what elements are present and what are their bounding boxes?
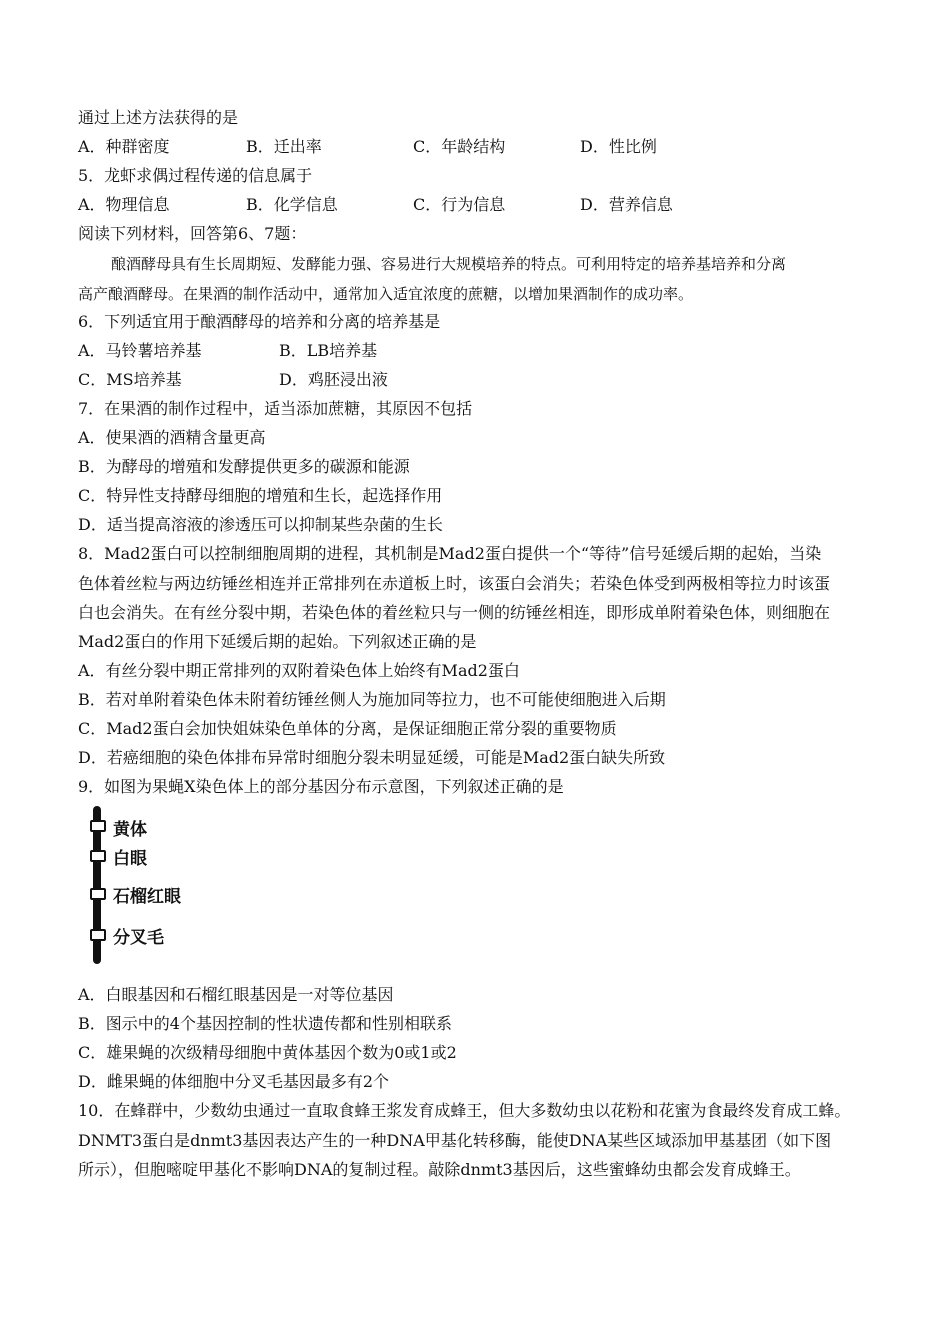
q8-option-c[interactable]: C．Mad2蛋白会加快姐妹染色单体的分离，是保证细胞正常分裂的重要物质 xyxy=(78,719,617,738)
q5-option-b[interactable]: B．化学信息 xyxy=(246,195,338,214)
q9-option-b[interactable]: B．图示中的4个基因控制的性状遗传都和性别相联系 xyxy=(78,1014,452,1033)
q8-stem-line-2: 色体着丝粒与两边纺锤丝相连并正常排列在赤道板上时，该蛋白会消失；若染色体受到两极相等拉力时该蛋 xyxy=(78,574,831,593)
q4-option-b[interactable]: B．迁出率 xyxy=(246,137,322,156)
q7-option-c[interactable]: C．特异性支持酵母细胞的增殖和生长，起选择作用 xyxy=(78,486,443,505)
q9-option-c[interactable]: C．雄果蝇的次级精母细胞中黄体基因个数为0或1或2 xyxy=(78,1043,457,1062)
q4-option-d[interactable]: D．性比例 xyxy=(580,137,657,156)
q6-option-d[interactable]: D．鸡胚浸出液 xyxy=(279,370,388,389)
q8-option-a[interactable]: A．有丝分裂中期正常排列的双附着染色体上始终有Mad2蛋白 xyxy=(78,661,520,680)
q5-option-c[interactable]: C．行为信息 xyxy=(413,195,506,214)
q9-stem: 9．如图为果蝇X染色体上的部分基因分布示意图，下列叙述正确的是 xyxy=(78,777,564,796)
material-intro: 阅读下列材料，回答第6、7题： xyxy=(78,224,307,243)
gene-locus-marker xyxy=(90,888,106,900)
gene-locus-marker xyxy=(90,850,106,862)
q8-stem-line-4: Mad2蛋白的作用下延缓后期的起始。下列叙述正确的是 xyxy=(78,632,477,651)
gene-label-forked-bristle: 分叉毛 xyxy=(113,928,164,948)
q8-option-b[interactable]: B．若对单附着染色体未附着纺锤丝侧人为施加同等拉力，也不可能使细胞进入后期 xyxy=(78,690,666,709)
q6-stem: 6．下列适宜用于酿酒酵母的培养和分离的培养基是 xyxy=(78,312,441,331)
q7-option-d[interactable]: D．适当提高溶液的渗透压可以抑制某些杂菌的生长 xyxy=(78,515,443,534)
q5-option-d[interactable]: D．营养信息 xyxy=(580,195,673,214)
q10-stem-line-1: 10．在蜂群中，少数幼虫通过一直取食蜂王浆发育成蜂王，但大多数幼虫以花粉和花蜜为食最终发育成工蜂。 xyxy=(78,1101,851,1120)
q7-stem: 7．在果酒的制作过程中，适当添加蔗糖，其原因不包括 xyxy=(78,399,473,418)
q5-option-a[interactable]: A．物理信息 xyxy=(78,195,170,214)
q5-stem: 5．龙虾求偶过程传递的信息属于 xyxy=(78,166,313,185)
q6-option-b[interactable]: B．LB培养基 xyxy=(279,341,378,360)
gene-label-yellow-body: 黄体 xyxy=(113,820,147,840)
q9-option-a[interactable]: A．白眼基因和石榴红眼基因是一对等位基因 xyxy=(78,985,394,1004)
q7-option-a[interactable]: A．使果酒的酒精含量更高 xyxy=(78,428,266,447)
gene-label-white-eye: 白眼 xyxy=(113,849,147,869)
question-text-intro: 通过上述方法获得的是 xyxy=(78,108,239,127)
gene-locus-marker xyxy=(90,929,106,941)
gene-locus-marker xyxy=(90,820,106,832)
x-chromosome-diagram xyxy=(90,806,104,964)
q6-option-c[interactable]: C．MS培养基 xyxy=(78,370,182,389)
q10-stem-line-2: DNMT3蛋白是dnmt3基因表达产生的一种DNA甲基化转移酶，能使DNA某些区域添加甲基基团（如下图 xyxy=(78,1131,832,1150)
q7-option-b[interactable]: B．为酵母的增殖和发酵提供更多的碳源和能源 xyxy=(78,457,410,476)
q8-stem-line-3: 白也会消失。在有丝分裂中期，若染色体的着丝粒只与一侧的纺锤丝相连，即形成单附着染色体，则细胞在 xyxy=(78,603,831,622)
material-line-1: 酿酒酵母具有生长周期短、发酵能力强、容易进行大规模培养的特点。可利用特定的培养基培养和分离 xyxy=(111,255,787,273)
q8-option-d[interactable]: D．若癌细胞的染色体排布异常时细胞分裂未明显延缓，可能是Mad2蛋白缺失所致 xyxy=(78,748,666,767)
q4-option-c[interactable]: C．年龄结构 xyxy=(413,137,506,156)
gene-label-garnet-eye: 石榴红眼 xyxy=(113,887,181,907)
q10-stem-line-3: 所示），但胞嘧啶甲基化不影响DNA的复制过程。敲除dnmt3基因后，这些蜜蜂幼虫都会发育成蜂王。 xyxy=(78,1160,801,1179)
material-line-2: 高产酿酒酵母。在果酒的制作活动中，通常加入适宜浓度的蔗糖，以增加果酒制作的成功率。 xyxy=(78,285,694,303)
q9-option-d[interactable]: D．雌果蝇的体细胞中分叉毛基因最多有2个 xyxy=(78,1072,390,1091)
q6-option-a[interactable]: A．马铃薯培养基 xyxy=(78,341,202,360)
q4-option-a[interactable]: A．种群密度 xyxy=(78,137,170,156)
q8-stem-line-1: 8．Mad2蛋白可以控制细胞周期的进程，其机制是Mad2蛋白提供一个“等待”信号延缓后期的起始，当染 xyxy=(78,544,822,563)
